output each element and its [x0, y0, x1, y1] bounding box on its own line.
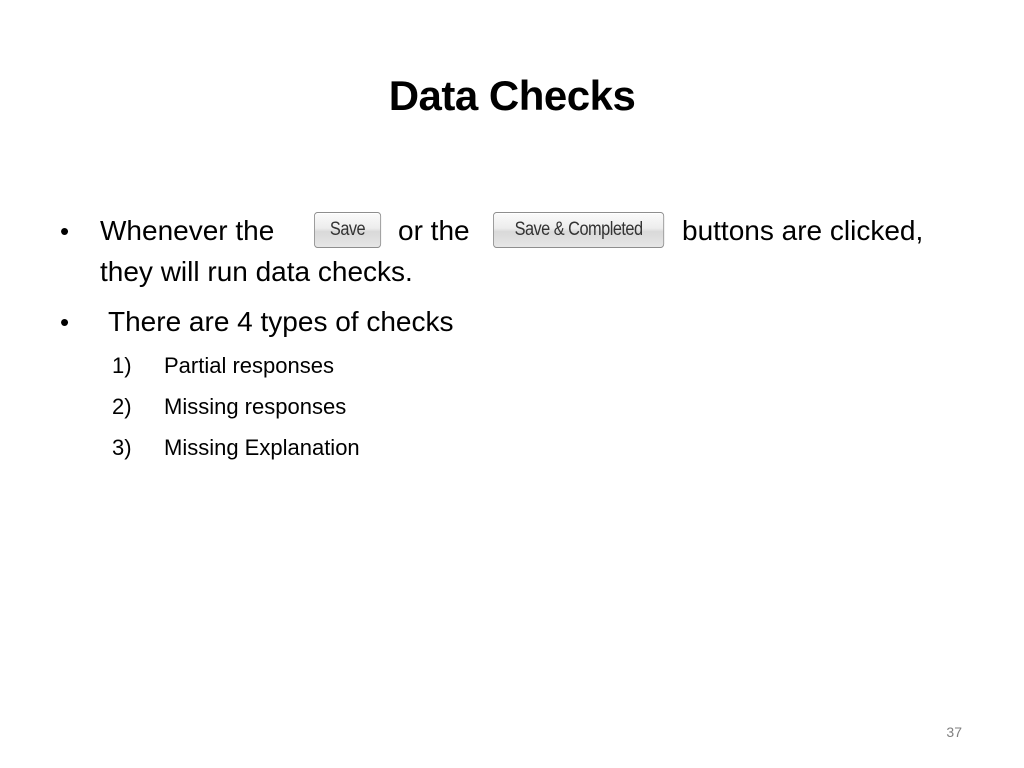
item-number: 3) — [112, 435, 132, 460]
slide-title: Data Checks — [388, 72, 636, 119]
bullet-text-after: buttons are clicked, — [682, 215, 924, 246]
bullet-item-1-continuation: they will run data checks. — [100, 256, 413, 287]
item-text: Missing Explanation — [164, 435, 360, 460]
page-number: 37 — [946, 724, 962, 740]
save-and-completed-button[interactable]: Save & Completed — [493, 212, 664, 248]
item-number: 1) — [112, 353, 132, 378]
item-number: 2) — [112, 394, 132, 419]
bullet-text-middle: or the — [398, 215, 470, 246]
bullet-text: There are 4 types of checks — [108, 306, 454, 337]
bullet-icon: • — [60, 216, 70, 246]
item-text: Missing responses — [164, 394, 347, 419]
bullet-item-2 — [60, 302, 660, 342]
bullet-icon: • — [60, 307, 70, 337]
item-text: Partial responses — [164, 353, 334, 378]
bullet-item-1 — [60, 211, 970, 251]
bullet-text-before: Whenever the — [100, 215, 275, 246]
save-button[interactable]: Save — [314, 212, 381, 248]
